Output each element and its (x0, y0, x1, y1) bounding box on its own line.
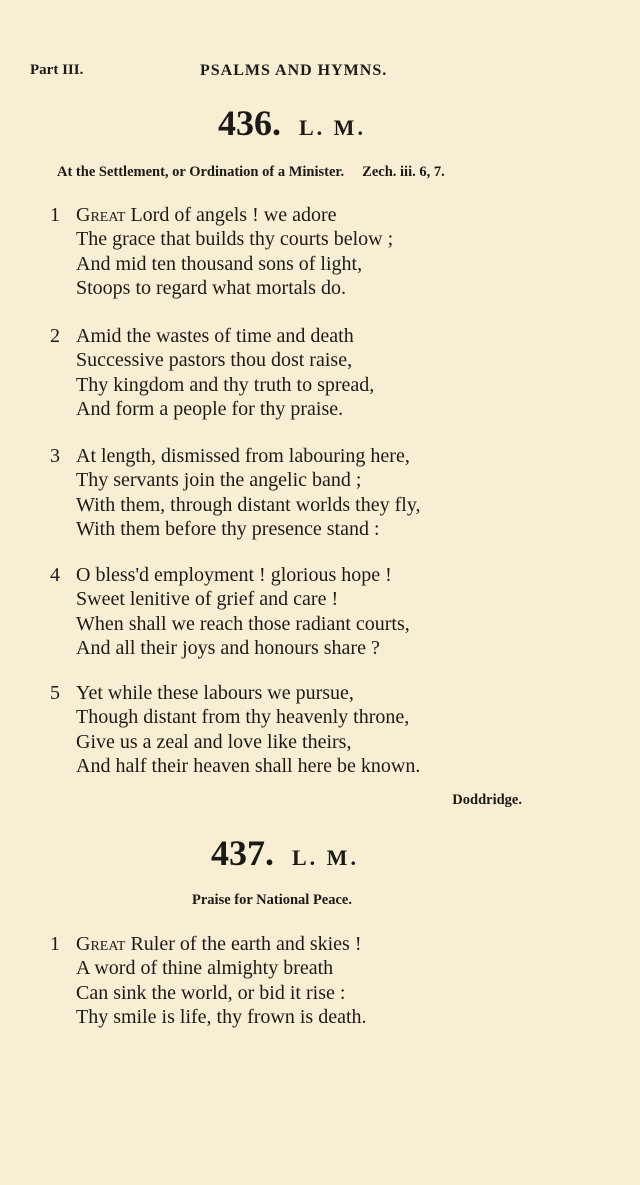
stanza-line: And half their heaven shall here be known. (76, 754, 421, 777)
stanza-line: Stoops to regard what mortals do. (76, 276, 346, 299)
first-line-rest: Ruler of the earth and skies ! (125, 933, 362, 955)
hymn-437-header (211, 832, 359, 874)
stanza-line: Can sink the world, or bid it rise : (76, 981, 346, 1004)
hymn-436-author: Doddridge. (452, 792, 522, 808)
part-label: Part III. (30, 62, 84, 78)
first-line-rest: Lord of angels ! we adore (125, 204, 337, 226)
stanza-line: O bless'd employment ! glorious hope ! (76, 564, 392, 586)
hymn-meter: L. M. (299, 115, 366, 140)
stanza-line (76, 932, 536, 956)
stanza-line: At length, dismissed from labouring here, (76, 445, 410, 467)
hymn-number: 436. (218, 103, 281, 143)
stanza-line: Give us a zeal and love like theirs, (76, 730, 352, 753)
stanza-line: Though distant from thy heavenly throne, (76, 706, 410, 729)
stanza-number: 1 (50, 204, 60, 226)
occasion-text: Praise for National Peace. (192, 892, 352, 908)
stanza-line: A word of thine almighty breath (76, 957, 334, 980)
first-word: Great (76, 933, 126, 955)
stanza-line: With them, through distant worlds they fly, (76, 493, 421, 516)
scripture-reference: Zech. iii. 6, 7. (362, 164, 445, 180)
stanza-line: Thy smile is life, thy frown is death. (76, 1005, 367, 1028)
hymn-436-header (218, 102, 366, 144)
stanza-line: And form a people for thy praise. (76, 397, 344, 420)
stanza-line: When shall we reach those radiant courts, (76, 612, 410, 635)
stanza-number: 2 (50, 325, 60, 347)
hymn-437-occasion (192, 892, 352, 909)
stanza-number: 5 (50, 682, 60, 704)
stanza-line: And mid ten thousand sons of light, (76, 252, 363, 275)
stanza-line (76, 203, 536, 227)
stanza-line: Successive pastors thou dost raise, (76, 349, 353, 372)
running-title: PSALMS AND HYMNS. (200, 62, 388, 79)
occasion-text: At the Settlement, or Ordination of a Minister. (57, 164, 345, 180)
stanza-line: Amid the wastes of time and death (76, 325, 354, 347)
running-head (30, 62, 415, 84)
stanza-line: And all their joys and honours share ? (76, 636, 380, 659)
hymn-number: 437. (211, 833, 274, 873)
hymn-436-occasion (57, 164, 445, 181)
stanza-line: The grace that builds thy courts below ; (76, 228, 394, 251)
stanza-number: 1 (50, 933, 60, 955)
stanza-number: 3 (50, 445, 60, 467)
stanza-line: Thy kingdom and thy truth to spread, (76, 373, 375, 396)
first-word: Great (76, 204, 126, 226)
stanza-line: Yet while these labours we pursue, (76, 682, 354, 704)
stanza-number: 4 (50, 564, 60, 586)
hymn-meter: L. M. (292, 845, 359, 870)
stanza-line: Sweet lenitive of grief and care ! (76, 588, 339, 611)
stanza-line: Thy servants join the angelic band ; (76, 469, 362, 492)
stanza-line: With them before thy presence stand : (76, 517, 380, 540)
